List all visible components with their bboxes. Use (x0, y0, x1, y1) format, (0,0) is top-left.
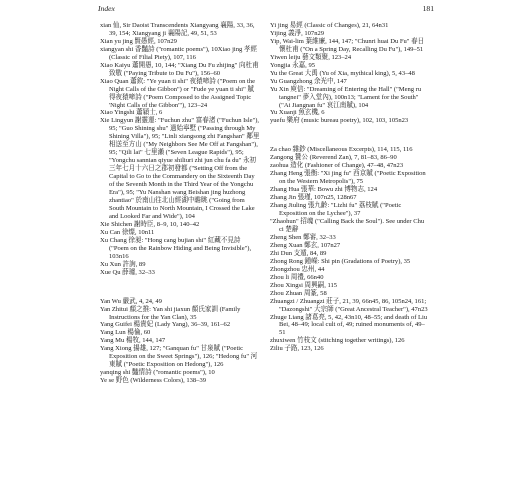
index-column-left (100, 22, 260, 385)
index-entry: Xue Qu 薛璩, 32–33 (100, 268, 155, 276)
header-section-title: Index (98, 4, 115, 13)
index-entry: Zheng Shen 鄭審, 32–33 (270, 233, 336, 241)
index-entry: Zhi Dun 支遁, 84, 89 (270, 249, 327, 257)
index-entry: Zhuge Liang 諸葛亮, 5, 42, 43n10, 48–55; and death of Liu Bei, 48–49; local cult of, 49; ruined monuments of, 49–51 (270, 313, 428, 337)
index-entry: "Zhaohun" 招魂 ("Calling Back the Soul"). See under Chu ci 楚辭 (270, 218, 425, 234)
index-entry: Xiao Quan 蕭欽: "Ye yuan ti shi" 夜猿啼詩 ("Poem on the Night Calls of the Gibbon") or "Fude ye yuan ti shi" 賦得夜猿啼詩 ("Poem Composed to the Assigned Topic 'Night Calls of the Gibbon'"), 123–24 (100, 77, 256, 109)
index-entry: Xiao Kaiyu 蕭開愚, 10, 144; "Xiang Du Fu zhijing" 向杜甫致敬 ("Paying Tribute to Du Fu"), 156–60 (100, 61, 259, 77)
index-column-right (270, 22, 430, 353)
index-entry: Yan Wu 嚴武, 4, 24, 49 (100, 297, 162, 305)
index-entry: zhuxiwen 竹枝文 (stitching together writings), 126 (270, 337, 405, 345)
index-entry: Yu Xin 庾信: "Dreaming of Entering the Hall" ("Meng ru tangnei" 夢入堂內), 100n13; "Lament for the South" ("Ai Jiangnan fu" 哀江南賦), 104 (270, 85, 422, 109)
index-entry: Xu Xun 許詢, 89 (100, 260, 146, 268)
index-entry: Za chao 雜鈔 (Miscellaneous Excerpts), 114, 115, 116 (270, 146, 413, 154)
index-entry: Ziliu 子路, 123, 126 (270, 345, 324, 353)
index-entry: Xu Chang 徐昶: "Hong cang bujian shi" 紅藏不見詩 ("Poem on the Rainbow Hiding and Being Invisible"), 103n16 (100, 236, 252, 260)
index-entry: Xiao Yingshi 蕭穎士, 6 (100, 109, 163, 117)
index-entry: Yi jing 易經 (Classic of Changes), 21, 64n31 (270, 22, 389, 29)
index-entry: Yang Mu 楊牧, 144, 147 (100, 337, 166, 345)
index-entry: Yijing 義淨, 107n29 (270, 29, 325, 37)
index-entry: Yang Guifei 楊貴妃 (Lady Yang), 36–39, 161–62 (100, 321, 231, 329)
index-entry: Zhou li 周禮, 66n40 (270, 273, 324, 281)
index-entry: Zangong 贊公 (Reverend Zan), 7, 81–83, 86–90 (270, 154, 397, 162)
index-entry: Xu Can 徐燦, 10n11 (100, 228, 155, 236)
index-entry: xiangyan shi 香豔詩 ("romantic poems"), 10Xiao jing 孝經 (Classic of Filial Piety), 107, 116 (100, 45, 257, 61)
index-entry: Zhang Jin 張瑾, 107n25, 128n67 (270, 194, 357, 202)
index-entry: Zhou Zhuan 周篆, 58 (270, 289, 327, 297)
index-entry: Yiwen leiju 藝文類聚, 123–24 (270, 53, 352, 61)
index-entry: Yu the Great 大禹 (Yu of Xia, mythical king), 5, 43–48 (270, 69, 415, 77)
index-entry: Zhong Rong 鍾嶸: Shi pin (Gradations of Poetry), 35 (270, 257, 411, 265)
page-number: 181 (422, 4, 434, 13)
index-entry: zaohua 造化 (Fashioner of Change), 47–48, 47n23 (270, 162, 404, 170)
index-entry: yuefu 樂府 (music bureau poetry), 102, 103, 105n23 (270, 117, 409, 125)
index-entry: yanqing shi 豔情詩 ("romantic poems"), 10 (100, 369, 215, 377)
index-entry: Yu Xuanji 魚玄機, 6 (270, 109, 325, 117)
index-entry: Zhongzhou 忠州, 44 (270, 265, 325, 273)
index-entry: Xian yu jing 賢愚經, 107n29 (100, 37, 177, 45)
index-entry: Zhang Hua 張華: Bowu zhi 博物志, 124 (270, 186, 378, 194)
index-entry: Yongjia 永嘉, 95 (270, 61, 315, 69)
index-entry: Zheng Xuan 鄭玄, 107n27 (270, 241, 341, 249)
index-entry: Yang Lun 楊倫, 60 (100, 329, 151, 337)
running-header (98, 4, 434, 16)
letter-group-gap (270, 132, 430, 140)
index-entry: Yan Zhitui 顏之推: Yan shi jiaxun 顏氏家訓 (Family Instructions for the Yan Clan), 35 (100, 305, 241, 321)
index-entry: Xie Lingyun 謝靈運: "Fuchun zhu" 富春渚 ("Fuchun Isle"), 95; "Guo Shining shu" 過始寧墅 ("Passing through My Shining Villa"), 95; "Linli xiangsong zhi Fangshan" 鄰里相送至方山 ("My Neighbors See Me Off at Fangshan"), 95; "Qili lai" 七里瀨 ("Seven League Rapids"), 95; "Yongchu sannian qiyue shiliuri zhi jun chu fa du" 永初三年七月十六日之郡初發都 ("Setting Off from the Capital to Go to the Commandery on the Sixteenth Day of the Seventh Month in the Third Year of the Yongchu Era"), 95; "Yu Nanshan wang Beishan jing huzhong zhantiao" 於南山往北山經湖中瞻眺 ("Going from South Mountain to North Mountain, I Crossed the Lake and Looked Far and Wide"), 104 (100, 117, 260, 220)
index-entry: Xie Shichen 謝時臣, 8–9, 10, 140–42 (100, 220, 200, 228)
index-entry: Yang Xiong 揚雄, 127; "Ganquan fu" 甘泉賦 ("Poetic Exposition on the Sweet Springs"), 126; "Hedong fu" 河東賦 ("Poetic Exposition on Hedong"), 126 (100, 345, 258, 369)
index-entry: Zhang Heng 張衡: "Xi jing fu" 西京賦 ("Poetic Exposition on the Western Metropolis"), 75 (270, 170, 426, 186)
index-entry: Yip, Wai-lim 葉維廉, 144, 147; "Chunri huai Du Fu" 春日懷杜甫 ("On a Spring Day, Recalling Du Fu"), 149–51 (270, 37, 425, 53)
index-entry: Yu Guangzhong 余光中, 147 (270, 77, 347, 85)
index-entry: Ye se 野色 (Wilderness Colors), 138–39 (100, 377, 206, 385)
letter-group-gap (100, 283, 260, 291)
index-entry: Zhou Xingsi 周興嗣, 115 (270, 281, 338, 289)
index-entry: Zhuangzi / Zhuangzi 莊子, 21, 39, 66n45, 86, 105n24, 161; "Dazongshi" 大宗師 ("Great Ancestral Teacher"), 47n23 (270, 297, 428, 313)
index-entry: Zhang Jiuling 張九齡: "Lizhi fu" 荔枝賦 ("Poetic Exposition on the Lychee"), 37 (270, 202, 402, 218)
index-entry: xian 仙, Sir Daoist Transcendents Xiangyang 襄陽, 33, 36, 39, 154; Xiangyang ji 襄陽記, 49, 51, 53 (100, 22, 255, 37)
